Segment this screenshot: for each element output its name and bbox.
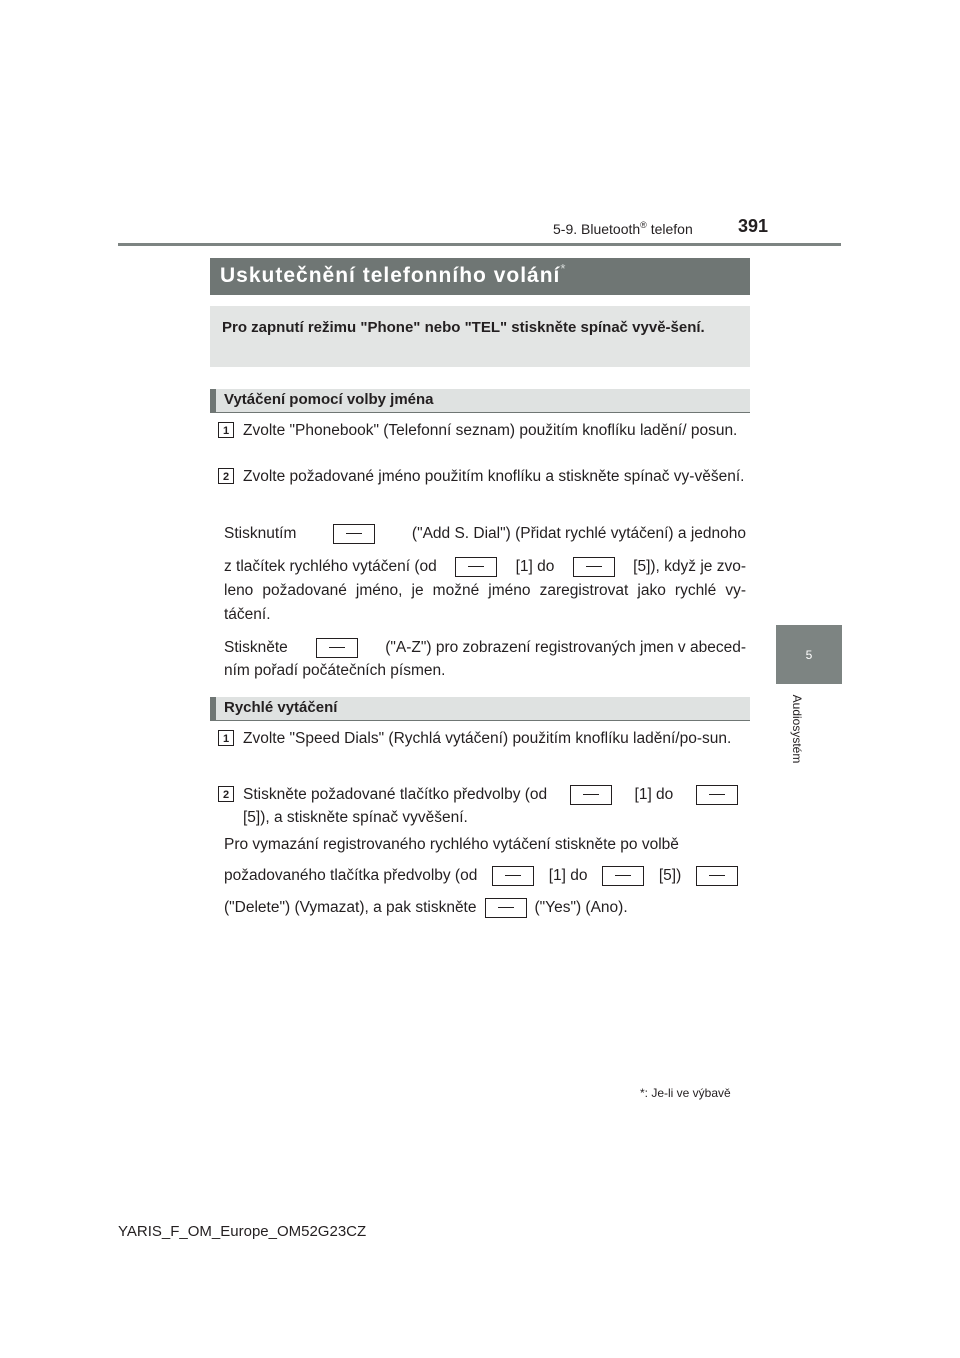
- step-number-badge: 2: [218, 468, 234, 484]
- document-id: YARIS_F_OM_Europe_OM52G23CZ: [118, 1223, 367, 1240]
- note-line: Stiskněte ("A-Z") pro zobrazení registrovaných jmen v abeced-: [224, 639, 746, 656]
- step-line: Stiskněte požadované tlačítko předvolby (od [1] do: [243, 785, 746, 805]
- note-line: ("Delete") (Vymazat), a pak stiskněte ("Yes") (Ano).: [224, 899, 628, 916]
- subheading-text: Vytáčení pomocí volby jména: [224, 391, 434, 408]
- subheading-speed-dial: [210, 697, 750, 721]
- note-text: Pro vymazání registrovaného rychlého vytáčení stiskněte po volbě: [224, 836, 679, 853]
- section-title: 5-9. Bluetooth® telefon: [553, 220, 693, 237]
- note-line: z tlačítek rychlého vytáčení (od [1] do [5]), když je zvo-: [224, 558, 746, 575]
- preset-button-5: [602, 866, 644, 886]
- subheading-name-dial: [210, 389, 750, 413]
- page-title: Uskutečnění telefonního volání*: [220, 261, 567, 287]
- note-text: ním pořadí počátečních písmen.: [224, 662, 446, 679]
- a-z-button: [316, 638, 358, 658]
- step-number-badge: 1: [218, 422, 234, 438]
- intro-box: [210, 306, 750, 367]
- chapter-tab: 5: [776, 625, 842, 684]
- preset-button-1: [570, 785, 612, 805]
- preset-button-5: [573, 557, 615, 577]
- note-line: požadovaného tlačítka předvolby (od [1] do [5]): [224, 866, 746, 886]
- step-text: [5]), a stiskněte spínač vyvěšení.: [243, 809, 468, 826]
- intro-text: Pro zapnutí režimu "Phone" nebo "TEL" stiskněte spínač vyvě-šení.: [222, 319, 705, 336]
- step-number-badge: 1: [218, 730, 234, 746]
- delete-button: [696, 866, 738, 886]
- preset-button-1: [492, 866, 534, 886]
- page-title-bar: [210, 258, 750, 295]
- preset-button-1: [455, 557, 497, 577]
- step-text: Zvolte požadované jméno použitím knoflíku a stiskněte spínač vy-věšení.: [243, 468, 745, 485]
- header-rule: [118, 243, 841, 246]
- step-text: Zvolte "Phonebook" (Telefonní seznam) použitím knoflíku ladění/ posun.: [243, 422, 738, 439]
- step-text: Zvolte "Speed Dials" (Rychlá vytáčení) použitím knoflíku ladění/po-sun.: [243, 730, 732, 747]
- asterisk-icon: *: [640, 1086, 645, 1100]
- page-number: 391: [738, 216, 769, 236]
- yes-button: [485, 898, 527, 918]
- step-number-badge: 2: [218, 786, 234, 802]
- subheading-text: Rychlé vytáčení: [224, 699, 338, 716]
- chapter-label: Audiosystém: [790, 694, 804, 764]
- note-line: Stisknutím ("Add S. Dial") (Přidat rychlé vytáčení) a jednoho: [224, 525, 746, 542]
- preset-button-5: [696, 785, 738, 805]
- footnote: *: Je-li ve výbavě: [640, 1086, 731, 1100]
- note-text: leno požadované jméno, je možné jméno zaregistrovat jako rychlé vy-táčení.: [224, 582, 746, 623]
- add-speed-dial-button: [333, 524, 375, 544]
